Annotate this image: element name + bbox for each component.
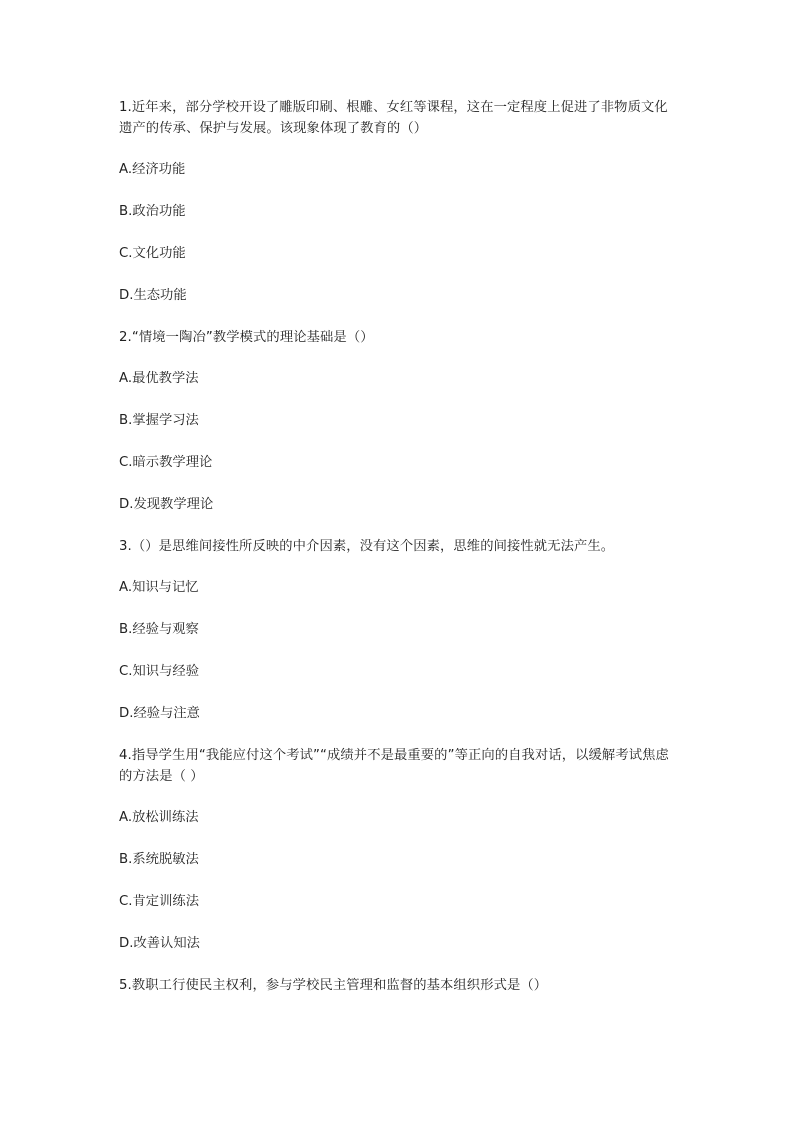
question-5 <box>119 975 679 996</box>
option-c: C.肯定训练法 <box>119 894 199 909</box>
option-b: B.政治功能 <box>119 204 186 219</box>
option-a: A.知识与记忆 <box>119 580 199 595</box>
question-4 <box>119 745 679 954</box>
option-a: A.最优教学法 <box>119 371 199 386</box>
question-1 <box>119 97 679 306</box>
option-a: A.经济功能 <box>119 162 186 177</box>
option-c: C.暗示教学理论 <box>119 455 213 470</box>
question-list <box>119 97 679 1016</box>
question-text: 5.教职工行使民主权利，参与学校民主管理和监督的基本组织形式是（） <box>119 978 548 993</box>
option-b: B.系统脱敏法 <box>119 852 199 867</box>
option-d: D.改善认知法 <box>119 936 200 951</box>
option-c: C.知识与经验 <box>119 664 199 679</box>
option-c: C.文化功能 <box>119 246 186 261</box>
question-3 <box>119 536 679 724</box>
option-d: D.发现教学理论 <box>119 497 214 512</box>
option-d: D.生态功能 <box>119 288 187 303</box>
question-text: 4.指导学生用“我能应付这个考试”“成绩并不是最重要的”等正向的自我对话，以缓解考试焦虑的方法是（ ） <box>119 748 669 784</box>
option-b: B.经验与观察 <box>119 622 199 637</box>
question-2 <box>119 327 679 515</box>
option-d: D.经验与注意 <box>119 706 200 721</box>
option-b: B.掌握学习法 <box>119 413 199 428</box>
option-a: A.放松训练法 <box>119 810 199 825</box>
question-text: 3.（）是思维间接性所反映的中介因素，没有这个因素，思维的间接性就无法产生。 <box>119 539 615 554</box>
question-text: 1.近年来，部分学校开设了雕版印刷、根雕、女红等课程，这在一定程度上促进了非物质文化遗产的传承、保护与发展。该现象体现了教育的（） <box>119 100 668 136</box>
question-text: 2.“情境一陶冶”教学模式的理论基础是（） <box>119 330 374 345</box>
